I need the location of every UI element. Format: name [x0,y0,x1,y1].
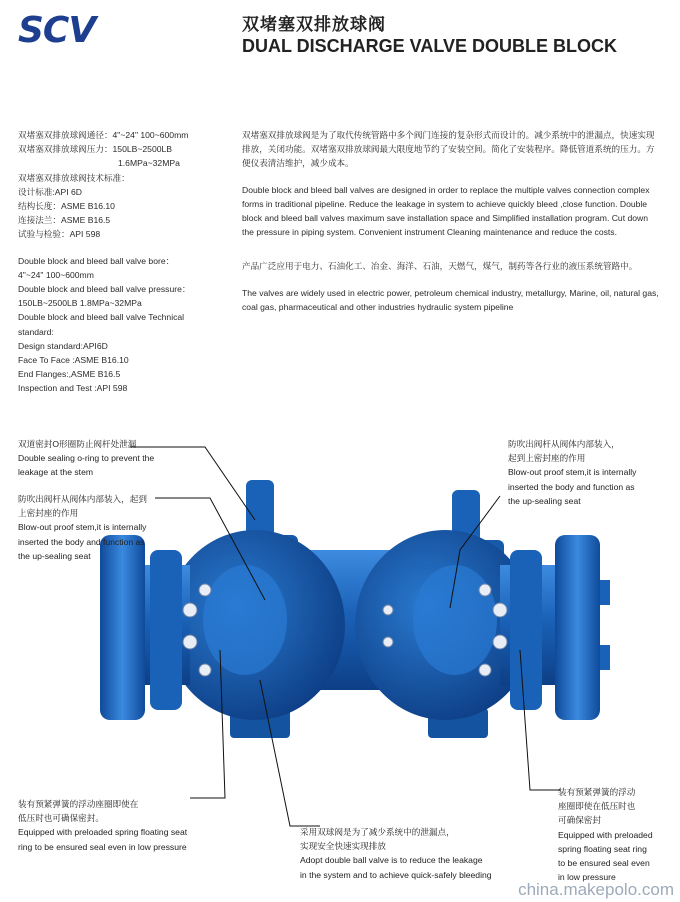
annotation-double-ball: 采用双球阀是为了减少系统中的泄漏点， 实现安全快速实现排放 Adopt double ball valve is to reduce the leakage in the system and to achieve quick-safely bleeding [300,827,492,880]
spec-line: 试验与检验：API 598 [18,229,101,240]
watermark: china.makepolo.com [518,880,674,899]
spec-line: Inspection and Test :API 598 [18,383,128,394]
annotation-floating-seat-right: 装有预紧弹簧的浮动 座圈即使在低压时也 可确保密封 Equipped with preloaded spring floating seat ring to be ensured seal even in low pressure [558,787,653,883]
spec-line: 双堵塞双排放球阀通径：4"~24" 100~600mm [18,130,189,140]
annotation-blowout-right: 防吹出阀杆从阀体内部装入， 起到上密封座的作用 Blow-out proof stem,it is internally inserted the body and function as the up-sealing seat [508,439,637,506]
description-en-1: Double block and bleed ball valves are designed in order to replace the multiple valves connection complex forms in traditional pipeline. Reduce the leakage in system to achieve quickly bleed ,close function. Double block and bleed ball valves maximum save installation space and Simplified installation program. Cut down the pressure in piping system. Convenient instrument Cleaning maintenance and reduce the costs. [242,184,650,238]
annotation-blowout-left: 防吹出阀杆从阀体内部装入，起到 上密封座的作用 Blow-out proof stem,it is internally inserted the body and function as the up-sealing seat [18,494,147,561]
scv-logo: SCV [18,10,96,51]
spec-line: 连接法兰：ASME B16.5 [18,215,111,226]
spec-line: Double block and bleed ball valve Technical [18,312,185,323]
description-cn-2: 产品广泛应用于电力、石油化工、冶金、海洋、石油，天燃气，煤气，制药等各行业的液压系统管路中。 [242,261,638,272]
spec-line: 双堵塞双排放球阀压力：150LB~2500LB [18,144,173,155]
spec-line: 设计标准:API 6D [18,186,82,197]
annotation-stem-seal: 双道密封O形圈防止阀杆处泄漏 Double sealing o-ring to prevent the leakage at the stem [18,439,155,478]
spec-line: 4"~24" 100~600mm [18,269,94,280]
spec-line: Double block and bleed ball valve pressure： [18,284,191,295]
spec-line: 1.6MPa~32MPa [118,158,180,169]
spec-line: standard: [18,326,54,337]
page-title-en: DUAL DISCHARGE VALVE DOUBLE BLOCK [242,36,618,56]
description-cn-1: 双堵塞双排放球阀是为了取代传统管路中多个阀门连接的复杂形式而设计的。减少系统中的泄漏点，快速实现排放，关闭功能。双堵塞双排放球阀最大限度地节约了安装空间。简化了安装程序。降低管道系统的压力。方便仪表清洁维护，减少成本。 [242,130,655,169]
description-en-2: The valves are widely used in electric power, petroleum chemical industry, metallurgy, Marine, oil, natural gas, coal gas, pharmaceutical and other industries hydraulic system pipeline [242,287,659,312]
spec-line: 150LB~2500LB 1.8MPa~32MPa [18,298,142,309]
spec-line: Face To Face :ASME B16.10 [18,355,129,366]
spec-line: 双堵塞双排放球阀技术标准： [18,172,130,183]
spec-line: 结构长度：ASME B16.10 [18,201,115,212]
annotation-floating-seat-left: 装有预紧弹簧的浮动座圈即使在 低压时也可确保密封。 Equipped with preloaded spring floating seat ring to be ensured seal even in low pressure [18,799,188,852]
spec-line: End Flanges:,ASME B16.5 [18,369,121,380]
spec-line: Design standard:API6D [18,340,108,351]
page-title-cn: 双堵塞双排放球阀 [242,15,386,35]
spec-line: Double block and bleed ball valve bore： [18,255,175,266]
